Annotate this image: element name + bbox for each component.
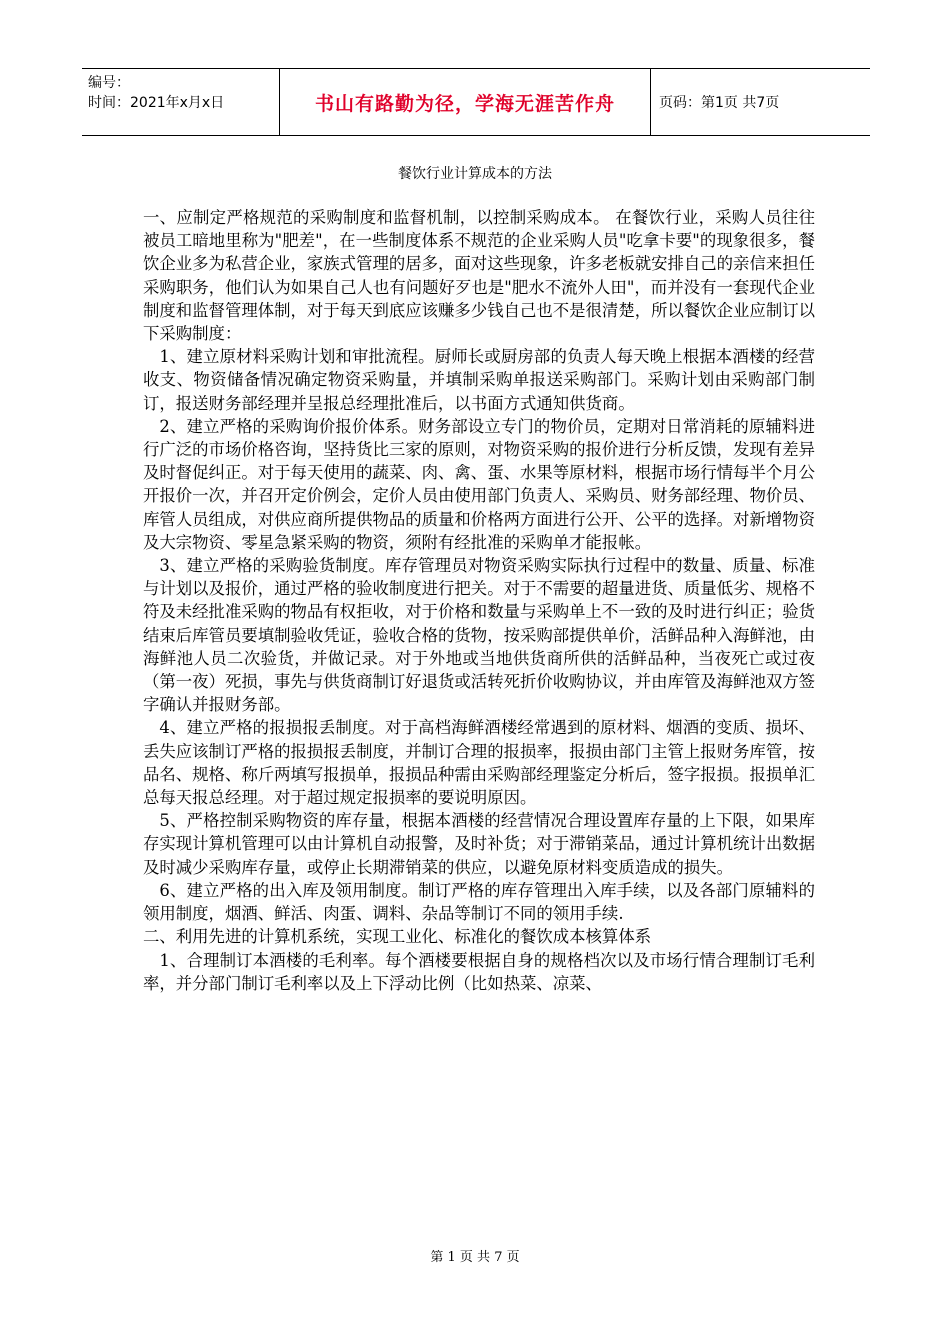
page-footer: 第 1 页 共 7 页 bbox=[430, 1250, 520, 1265]
document-number-label: 编号： bbox=[88, 75, 130, 91]
document-title: 餐饮行业计算成本的方法 bbox=[398, 166, 552, 182]
paragraph-section-2-item-1: 1、合理制订本酒楼的毛利率。每个酒楼要根据自身的规格档次以及市场行情合理制订毛利率，并分部门制订毛利率以及上下浮动比例（比如热菜、凉菜、 bbox=[143, 950, 815, 993]
paragraph-item-6: 6、建立严格的出入库及领用制度。制订严格的库存管理出入库手续，以及各部门原辅料的领用制度，烟酒、鲜活、肉蛋、调料、杂品等制订不同的领用手续. bbox=[143, 880, 815, 924]
paragraph-item-5: 5、严格控制采购物资的库存量，根据本酒楼的经营情况合理设置库存量的上下限，如果库存实现计算机管理可以由计算机自动报警，及时补货；对于滞销菜品，通过计算机统计出数据及时减少采购库存量，或停止长期滞销菜的供应，以避免原材料变质造成的损失。 bbox=[143, 811, 816, 877]
page-header bbox=[82, 68, 870, 136]
document-time-label: 时间：2021年x月x日 bbox=[88, 95, 225, 111]
paragraph-item-4: 4、建立严格的报损报丢制度。对于高档海鲜酒楼经常遇到的原材料、烟酒的变质、损坏、丢失应该制订严格的报损报丢制度，并制订合理的报损率，报损由部门主管上报财务库管，按品名、规格、称斤两填写报损单，报损品种需由采购部经理鉴定分析后，签字报损。报损单汇总每天报总经理。对于超过规定报损率的要说明原因。 bbox=[143, 718, 816, 808]
paragraph-section-2: 二、利用先进的计算机系统，实现工业化、标准化的餐饮成本核算体系 bbox=[143, 927, 652, 947]
paragraph-item-2: 2、建立严格的采购询价报价体系。财务部设立专门的物价员，定期对日常消耗的原辅料进行广泛的市场价格咨询，坚持货比三家的原则，对物资采购的报价进行分析反馈，发现有差异及时督促纠正。对于每天使用的蔬菜、肉、禽、蛋、水果等原材料，根据市场行情每半个月公开报价一次，并召开定价例会，定价人员由使用部门负责人、采购员、财务部经理、物价员、库管人员组成，对供应商所提供物品的质量和价格两方面进行公开、公平的选择。对新增物资及大宗物资、零星急紧采购的物资，须附有经批准的采购单才能报帐。 bbox=[143, 416, 816, 552]
paragraph-item-1: 1、建立原材料采购计划和审批流程。厨师长或厨房部的负责人每天晚上根据本酒楼的经营收支、物资储备情况确定物资采购量，并填制采购单报送采购部门。采购计划由采购部门制订，报送财务部经理并呈报总经理批准后，以书面方式通知供货商。 bbox=[143, 347, 815, 413]
header-motto: 书山有路勤为径，学海无涯苦作舟 bbox=[280, 69, 651, 135]
header-meta bbox=[82, 69, 280, 135]
paragraph-item-3: 3、建立严格的采购验货制度。库存管理员对物资采购实际执行过程中的数量、质量、标准与计划以及报价，通过严格的验收制度进行把关。对于不需要的超量进货、质量低劣、规格不符及未经批准采购的物品有权拒收，对于价格和数量与采购单上不一致的及时进行纠正；验货结束后库管员要填制验收凭证，验收合格的货物，按采购部提供单价，活鲜品种入海鲜池，由海鲜池人员二次验货，并做记录。对于外地或当地供货商所供的活鲜品种，当夜死亡或过夜（第一夜）死损，事先与供货商制订好退货或活转死折价收购协议，并由库管及海鲜池双方签字确认并报财务部。 bbox=[143, 556, 816, 715]
header-page-info: 页码：第1页 共7页 bbox=[659, 95, 780, 111]
paragraph-section-1: 一、应制定严格规范的采购制度和监督机制，以控制采购成本。 在餐饮行业，采购人员往往被员工暗地里称为"肥差"，在一些制度体系不规范的企业采购人员"吃拿卡要"的现象很多，餐饮企业多为私营企业，家族式管理的居多，面对这些现象，许多老板就安排自己的亲信来担任采购职务，他们认为如果自己人也有问题好歹也是"肥水不流外人田"，而并没有一套现代企业制度和监督管理体制，对于每天到底应该赚多少钱自己也不是很清楚，所以餐饮企业应制订以下采购制度： bbox=[143, 208, 816, 344]
document-body bbox=[143, 206, 815, 995]
